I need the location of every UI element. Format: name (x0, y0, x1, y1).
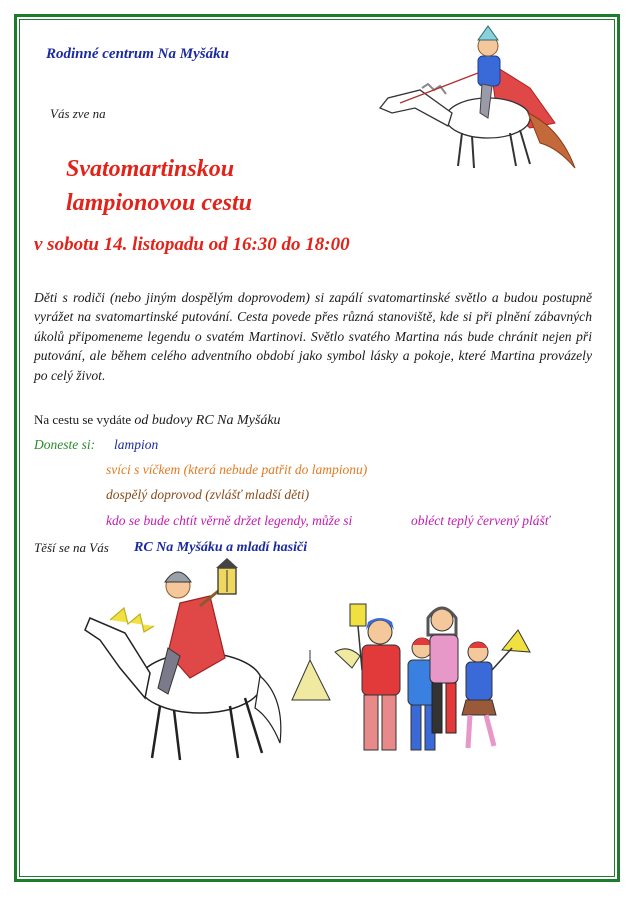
event-description: Děti s rodiči (nebo jiným dospělým doprovodem) si zapálí svatomartinské světlo a budou postupně vyrážet na svatomartinské putování. Cesta povede přes různá stanoviště, kde si při plnění zábavných úkolů připomeneme legendu o svatém Martinovi. Světlo svatého Martina nás bude chránit nejen při putování, ale během celého adventního období jako symbol lásky a pokoje, které Martina provázely po celý život. (34, 290, 592, 383)
organizer: Rodinné centrum Na Myšáku (46, 46, 229, 62)
event-date: v sobotu 14. listopadu od 16:30 do 18:00 (34, 234, 350, 255)
closing-names: RC Na Myšáku a mladí hasiči (134, 540, 308, 555)
bring-item-cloak-1: kdo se bude chtít věrně držet legendy, může si (106, 513, 353, 528)
bring-label: Doneste si: (34, 437, 96, 452)
departure-label: Na cestu se vydáte (34, 412, 132, 427)
departure-place: od budovy RC Na Myšáku (134, 413, 281, 428)
children-with-lanterns-drawing (280, 590, 540, 770)
bring-item-adult: dospělý doprovod (zvlášť mladší děti) (106, 487, 310, 502)
departure (34, 412, 281, 429)
title-line-2: lampionovou cestu (66, 190, 253, 216)
bring-item-lantern: lampion (114, 437, 159, 452)
bring-item-cloak-2: obléct teplý červený plášť (411, 513, 550, 528)
martin-on-horse-drawing (370, 18, 590, 178)
closing-label: Těší se na Vás (34, 540, 109, 555)
title-line-1: Svatomartinskou (66, 156, 235, 182)
bring-item-candle: svíci s víčkem (která nebude patřit do lampionu) (106, 462, 368, 477)
martin-with-lantern-drawing (40, 548, 300, 768)
invitation-text: Vás zve na (50, 106, 106, 121)
